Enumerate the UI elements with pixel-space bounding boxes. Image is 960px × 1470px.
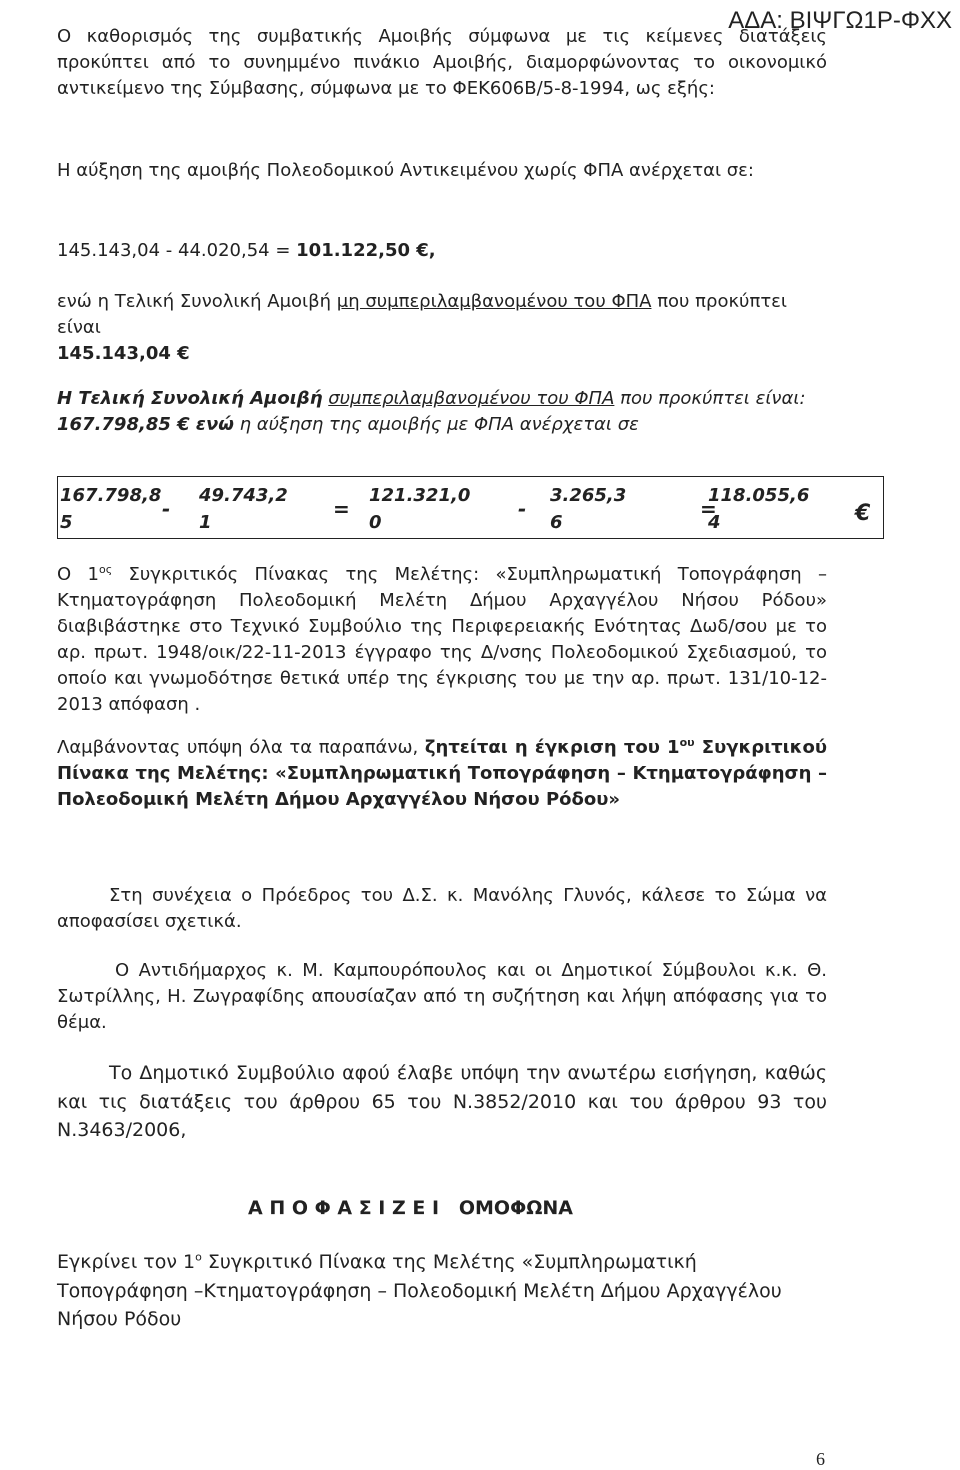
text-segment: που προκύπτει είναι: — [614, 388, 806, 409]
paragraph-increase-without-vat: Η αύξηση της αμοιβής Πολεοδομικού Αντικειμένου χωρίς ΦΠΑ ανέρχεται σε: — [57, 160, 754, 181]
text-segment: ενώ η Τελική Συνολική Αμοιβή — [57, 291, 337, 312]
calc-value-2: 49.743,2 — [199, 485, 288, 506]
ordinal-suffix: ος — [98, 563, 113, 576]
bold-title: Η Τελική Συνολική Αμοιβή — [57, 388, 323, 409]
euro-symbol: € — [855, 501, 871, 526]
calc-value-2-cont: 1 — [199, 512, 212, 533]
calc-value-1: 167.798,8 — [60, 485, 162, 506]
paragraph-fee-determination: Ο καθορισμός της συμβατικής Αμοιβής σύμφωνα με τις κείμενες διατάξεις προκύπτει από το συνημμένο πινάκιο Αμοιβής, διαμορφώνοντας το οικονομικό αντικείμενο της Σύμβασης, σύμφωνα με το ΦΕΚ606Β/5-8-1994, ως εξής: — [57, 26, 827, 100]
paragraph-absences: Ο Αντιδήμαρχος κ. Μ. Καμπουρόπουλος και οι Δημοτικοί Σύμβουλοι κ.κ. Θ. Σωτρίλλης, Η. Ζωγραφίδης απουσίαζαν από τη συζήτηση και λήψη απόφασης για το θέμα. — [57, 960, 827, 1034]
paragraph-council-considerations: Το Δημοτικό Συμβούλιο αφού έλαβε υπόψη την ανωτέρω εισήγηση, καθώς και τις διατάξεις του άρθρου 65 του Ν.3852/2010 και του άρθρου 93 του Ν.3463/2006, — [57, 1062, 827, 1141]
equals-operator: = — [333, 497, 350, 521]
bold-text: ζητείται η έγκριση του 1 — [424, 737, 680, 758]
calc-value-4-cont: 6 — [550, 512, 563, 533]
calc-value-5-cont: 4 — [708, 512, 721, 533]
minus-operator: - — [518, 497, 527, 521]
paragraph-approval-request — [57, 735, 827, 813]
ordinal-suffix: ο — [195, 1250, 202, 1264]
calc-value-5: 118.055,6 — [708, 485, 810, 506]
text-segment: η αύξηση της αμοιβής με ΦΠΑ ανέρχεται σε — [233, 414, 639, 436]
calc-result: 101.122,50 €, — [296, 240, 436, 261]
paragraph-calculation — [57, 238, 827, 264]
calc-expression: 145.143,04 - 44.020,54 = — [57, 240, 297, 261]
ordinal-suffix: ου — [679, 736, 695, 749]
bold-text: Συγκριτικού Πίνακα της Μελέτης: «Συμπληρωματική Τοπογράφηση – Κτηματογράφηση – Πολεοδομική Μελέτη Δήμου Αρχαγγέλου Νήσου Ρόδου» — [57, 737, 827, 811]
calc-value-3: 121.321,0 — [369, 485, 471, 506]
calc-value-4: 3.265,3 — [550, 485, 627, 506]
paragraph-comparative-table — [57, 562, 827, 719]
text-segment: Λαμβάνοντας υπόψη όλα τα παραπάνω, — [57, 737, 425, 758]
underlined-text: μη συμπεριλαμβανομένου του ΦΠΑ — [336, 291, 652, 312]
calc-value-3-cont: 0 — [369, 512, 382, 533]
paragraph-president-call: Στη συνέχεια ο Πρόεδρος του Δ.Σ. κ. Μανόλης Γλυνός, κάλεσε το Σώμα να αποφασίσει σχετικά. — [57, 885, 827, 933]
text-segment: Συγκριτικός Πίνακας της Μελέτης: «Συμπληρωματική Τοπογράφηση – Κτηματογράφηση Πολεοδομική Μελέτη Δήμου Αρχαγγέλου Νήσου Ρόδου» διαβιβάστηκε στο Τεχνικό Συμβούλιο της Περιφερειακής Ενότητας Δωδ/σου με το αρ. πρωτ. 1948/οικ/22-11-2013 έγγραφο της Δ/νσης Πολεοδομικού Σχεδιασμού, το οποίο και γνωμοδότησε θετικά υπέρ της έγκρισης του με την αρ. πρωτ. 131/10-12-2013 απόφαση . — [57, 564, 827, 716]
ada-code: ΑΔΑ: ΒΙΨΓΩ1Ρ-ΦΧΧ — [728, 7, 952, 34]
amount-with-vat: 167.798,85 € ενώ — [57, 414, 234, 436]
decision-heading: Α Π Ο Φ Α Σ Ι Ζ Ε Ι ΟΜΟΦΩΝΑ — [248, 1197, 573, 1219]
calc-value-1-cont: 5 — [60, 512, 73, 533]
calculation-table — [57, 476, 884, 539]
text-segment: Ο 1 — [57, 564, 99, 585]
text-segment: Συγκριτικό Πίνακα της Μελέτης «Συμπληρωματική Τοπογράφηση –Κτηματογράφηση – Πολεοδομική Μελέτη Δήμου Αρχαγγέλου Νήσου Ρόδου — [57, 1251, 782, 1330]
minus-operator: - — [162, 497, 171, 521]
equals-operator: = — [700, 497, 717, 521]
underlined-text: συμπεριλαμβανομένου του ΦΠΑ — [328, 388, 615, 409]
paragraph-total-without-vat — [57, 289, 827, 367]
page-number: 6 — [816, 1449, 825, 1469]
text-segment: που προκύπτει είναι — [57, 291, 787, 339]
paragraph-approval — [57, 1248, 827, 1334]
text-segment: Εγκρίνει τον 1 — [57, 1251, 196, 1273]
paragraph-total-with-vat — [57, 386, 827, 438]
amount-without-vat: 145.143,04 € — [57, 343, 190, 365]
